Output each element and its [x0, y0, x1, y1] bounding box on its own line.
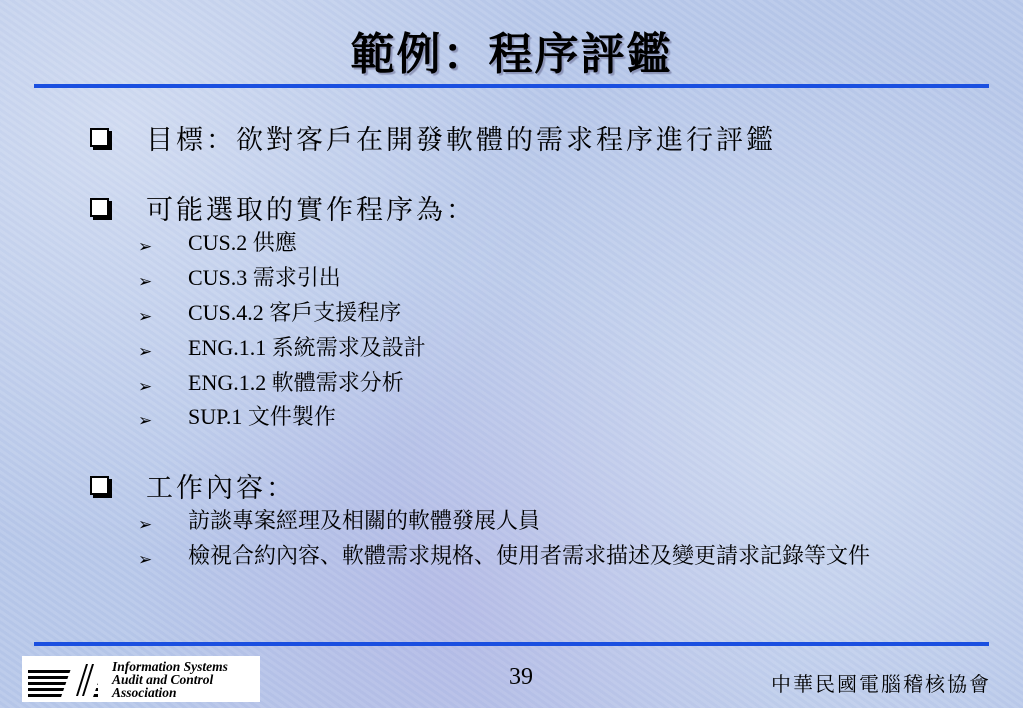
logo-line: Information Systems — [112, 658, 228, 674]
logo-wordmark — [112, 660, 228, 699]
slide-title: 範例：程序評鑑 — [350, 29, 673, 80]
list-item — [138, 335, 928, 369]
bullet-label: 工作內容： — [146, 473, 296, 504]
isaca-globe-icon — [26, 656, 110, 702]
page-number: 39 — [509, 664, 533, 690]
process-label: SUP.1 文件製作 — [188, 404, 336, 429]
logo-line: Association — [112, 684, 177, 700]
checkbox-bullet-icon — [90, 198, 109, 217]
arrowhead-bullet-icon: ➢ — [138, 550, 153, 569]
list-item — [138, 230, 928, 264]
checkbox-bullet-icon — [90, 128, 109, 147]
arrowhead-bullet-icon: ➢ — [138, 411, 153, 430]
list-item — [138, 265, 928, 299]
bullet-work-content — [90, 466, 296, 505]
checkbox-bullet-icon — [90, 476, 109, 495]
list-item — [138, 543, 928, 577]
work-item-label: 檢視合約內容、軟體需求規格、使用者需求描述及變更請求記錄等文件 — [188, 543, 871, 568]
process-label: CUS.4.2 客戶支援程序 — [188, 300, 402, 325]
arrowhead-bullet-icon: ➢ — [138, 377, 153, 396]
list-item — [138, 300, 928, 334]
logo-line: Audit and Control — [112, 671, 214, 687]
process-label: CUS.3 需求引出 — [188, 265, 341, 290]
process-label: ENG.1.1 系統需求及設計 — [188, 335, 426, 360]
bullet-label: 目標：欲對客戶在開發軟體的需求程序進行評鑑 — [146, 125, 776, 156]
organization-name: 中華民國電腦稽核協會 — [771, 672, 991, 696]
process-label: ENG.1.2 軟體需求分析 — [188, 370, 404, 395]
arrowhead-bullet-icon: ➢ — [138, 515, 153, 534]
process-label: CUS.2 供應 — [188, 230, 297, 255]
list-item — [138, 508, 928, 542]
list-item — [138, 404, 928, 438]
bullet-objective — [90, 118, 776, 157]
title-divider — [34, 84, 989, 88]
list-item — [138, 370, 928, 404]
arrowhead-bullet-icon: ➢ — [138, 307, 153, 326]
work-item-label: 訪談專案經理及相關的軟體發展人員 — [188, 508, 541, 533]
isaca-logo — [22, 656, 260, 702]
footer-divider — [34, 642, 989, 646]
arrowhead-bullet-icon: ➢ — [138, 272, 153, 291]
bullet-processes — [90, 188, 476, 227]
bullet-label: 可能選取的實作程序為： — [146, 195, 476, 226]
arrowhead-bullet-icon: ➢ — [138, 237, 153, 256]
arrowhead-bullet-icon: ➢ — [138, 342, 153, 361]
